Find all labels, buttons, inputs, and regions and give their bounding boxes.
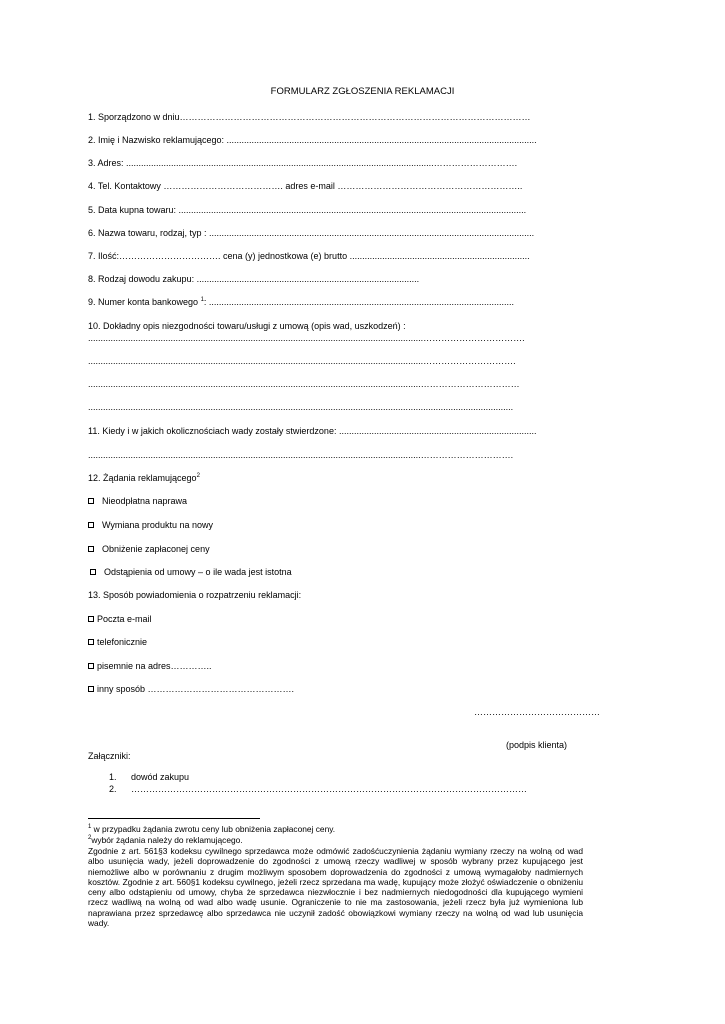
signature-line[interactable]: …………………………………… [474, 707, 600, 717]
option-label: Nieodpłatna naprawa [102, 496, 188, 506]
defect-description-line[interactable]: .......................................................................................................................................................................... [88, 402, 514, 412]
option-label: Obniżenie zapłaconej ceny [102, 544, 210, 554]
footnote-divider [88, 818, 260, 819]
checkbox-icon[interactable] [88, 498, 94, 504]
checkbox-icon[interactable] [88, 639, 94, 645]
checkbox-icon[interactable] [88, 522, 94, 528]
demand-option-price-reduction[interactable] [88, 544, 210, 555]
option-label: Poczta e-mail [97, 614, 152, 624]
demand-option-replacement[interactable] [88, 520, 213, 531]
defect-description-line[interactable]: .....................................................................................................................................…………………………… [88, 379, 520, 389]
notify-option-email[interactable] [88, 614, 152, 625]
checkbox-icon[interactable] [88, 686, 94, 692]
demand-option-withdrawal[interactable] [90, 567, 292, 578]
notify-option-letter[interactable] [88, 661, 212, 672]
option-label: pisemnie na adres………….. [97, 661, 212, 671]
defect-circumstances-line[interactable]: .....................................................................................................................................…………………………. [88, 450, 514, 460]
form-title: FORMULARZ ZGŁOSZENIA REKLAMACJI [270, 86, 455, 97]
notify-option-other[interactable] [88, 684, 294, 695]
attachment-item[interactable] [109, 784, 527, 795]
checkbox-icon[interactable] [90, 569, 96, 575]
legal-note: Zgodnie z art. 561§3 kodeksu cywilnego sprzedawca może odmówić zadośćuczynienia żądaniu wymiany rzeczy na wolną od wad albo usunięcia wady, jeżeli doprowadzenie do zgodności z umową rzeczy wadliwej w sposób wybrany przez kupującego jest niemożliwe albo w porównaniu z drugim możliwym sposobem doprowadzenia do zgodności z umową wymagałoby nadmiernych kosztów. Zgodnie z art. 560§1 kodeksu cywilnego, jeżeli rzecz sprzedana ma wadę, kupujący może złożyć oświadczenie o obniżeniu ceny albo odstąpieniu od umowy, chyba że sprzedawca niezwłocznie i bez nadmiernych niedogodności dla kupującego wymieni rzecz wadliwą na wolną od wad albo wadę usunie. Ograniczenie to nie ma zastosowania, jeżeli rzecz była już wymieniona lub naprawiana przez sprzedawcę albo sprzedawca nie uczynił zadość obowiązkowi wymiany rzeczy na wolną od wad lub usunięcia wady. [88, 846, 583, 929]
notify-option-phone[interactable] [88, 637, 147, 648]
checkbox-icon[interactable] [88, 663, 94, 669]
field-defect-description-label: 10. Dokładny opis niezgodności towaru/usługi z umową (opis wad, uszkodzeń) : [88, 321, 406, 331]
option-label: Odstąpienia od umowy – o ile wada jest istotna [104, 567, 292, 577]
footnote-ref-2: 2 [196, 473, 200, 479]
signature-label: (podpis klienta) [506, 740, 568, 750]
demands-heading [88, 473, 200, 484]
option-label: Wymiana produktu na nowy [102, 520, 213, 530]
field-complainant-name[interactable]: 2. Imię i Nazwisko reklamującego: ............................................................................................................................ [88, 135, 537, 145]
attachment-item [109, 772, 189, 783]
attachment-text: dowód zakupu [131, 772, 190, 782]
notification-method-heading: 13. Sposób powiadomienia o rozpatrzeniu reklamacji: [88, 590, 302, 600]
attachment-text[interactable]: …………………………………………………………………………………………………………………… [131, 784, 527, 794]
checkbox-icon[interactable] [88, 616, 94, 622]
footnote-ref-1: 1 [200, 297, 204, 303]
defect-description-line[interactable]: ......................................................................................................................................……………………………. [88, 333, 525, 343]
attachment-number: 1. [109, 772, 117, 782]
attachment-number: 2. [109, 784, 117, 794]
footnote-2-text: wybór żądania należy do reklamującego. [91, 835, 243, 845]
field-address[interactable]: 3. Adres: ...........................................................................................................................………………………. [88, 158, 518, 168]
option-label: inny sposób …………………………………………. [97, 684, 295, 694]
field-purchase-date[interactable]: 5. Data kupna towaru: ........................................................................................................................................... [88, 205, 527, 215]
field-bank-account[interactable] [88, 297, 514, 308]
field-proof-of-purchase[interactable]: 8. Rodzaj dowodu zakupu: ......................................................................................... [88, 274, 420, 284]
attachments-label: Załączniki: [88, 751, 131, 761]
demands-label: 12. Żądania reklamującego [88, 473, 197, 483]
option-label: telefonicznie [97, 637, 148, 647]
field-bank-account-label: 9. Numer konta bankowego [88, 297, 201, 307]
footnote-1-text: w przypadku żądania zwrotu ceny lub obniżenia zapłaconej ceny. [91, 824, 336, 834]
footnote-1 [88, 824, 583, 834]
field-date-drawn-up[interactable]: 1. Sporządzono w dniu……………………………………………………………………………………………………… [88, 112, 531, 122]
checkbox-icon[interactable] [88, 546, 94, 552]
field-defect-circumstances[interactable]: 11. Kiedy i w jakich okolicznościach wady zostały stwierdzone: ............................................................................... [88, 426, 537, 436]
field-product-name[interactable]: 6. Nazwa towaru, rodzaj, typ : .................................................................................................................................. [88, 228, 535, 238]
footnote-2-marker: 2 [88, 835, 92, 841]
field-bank-account-dots: : .......................................................................................................................... [203, 297, 514, 307]
demand-option-free-repair[interactable] [88, 496, 187, 507]
footnote-2 [88, 835, 583, 845]
footnote-1-marker: 1 [88, 824, 92, 830]
field-phone-email[interactable]: 4. Tel. Kontaktowy …………………………………. adres e-mail …………………………………………………….. [88, 181, 523, 191]
field-quantity-price[interactable]: 7. Ilość:……………………………. cena (y) jednostkowa (e) brutto ........................................................................ [88, 251, 530, 261]
defect-description-line[interactable]: ......................................................................................................................................…………………………. [88, 356, 516, 366]
